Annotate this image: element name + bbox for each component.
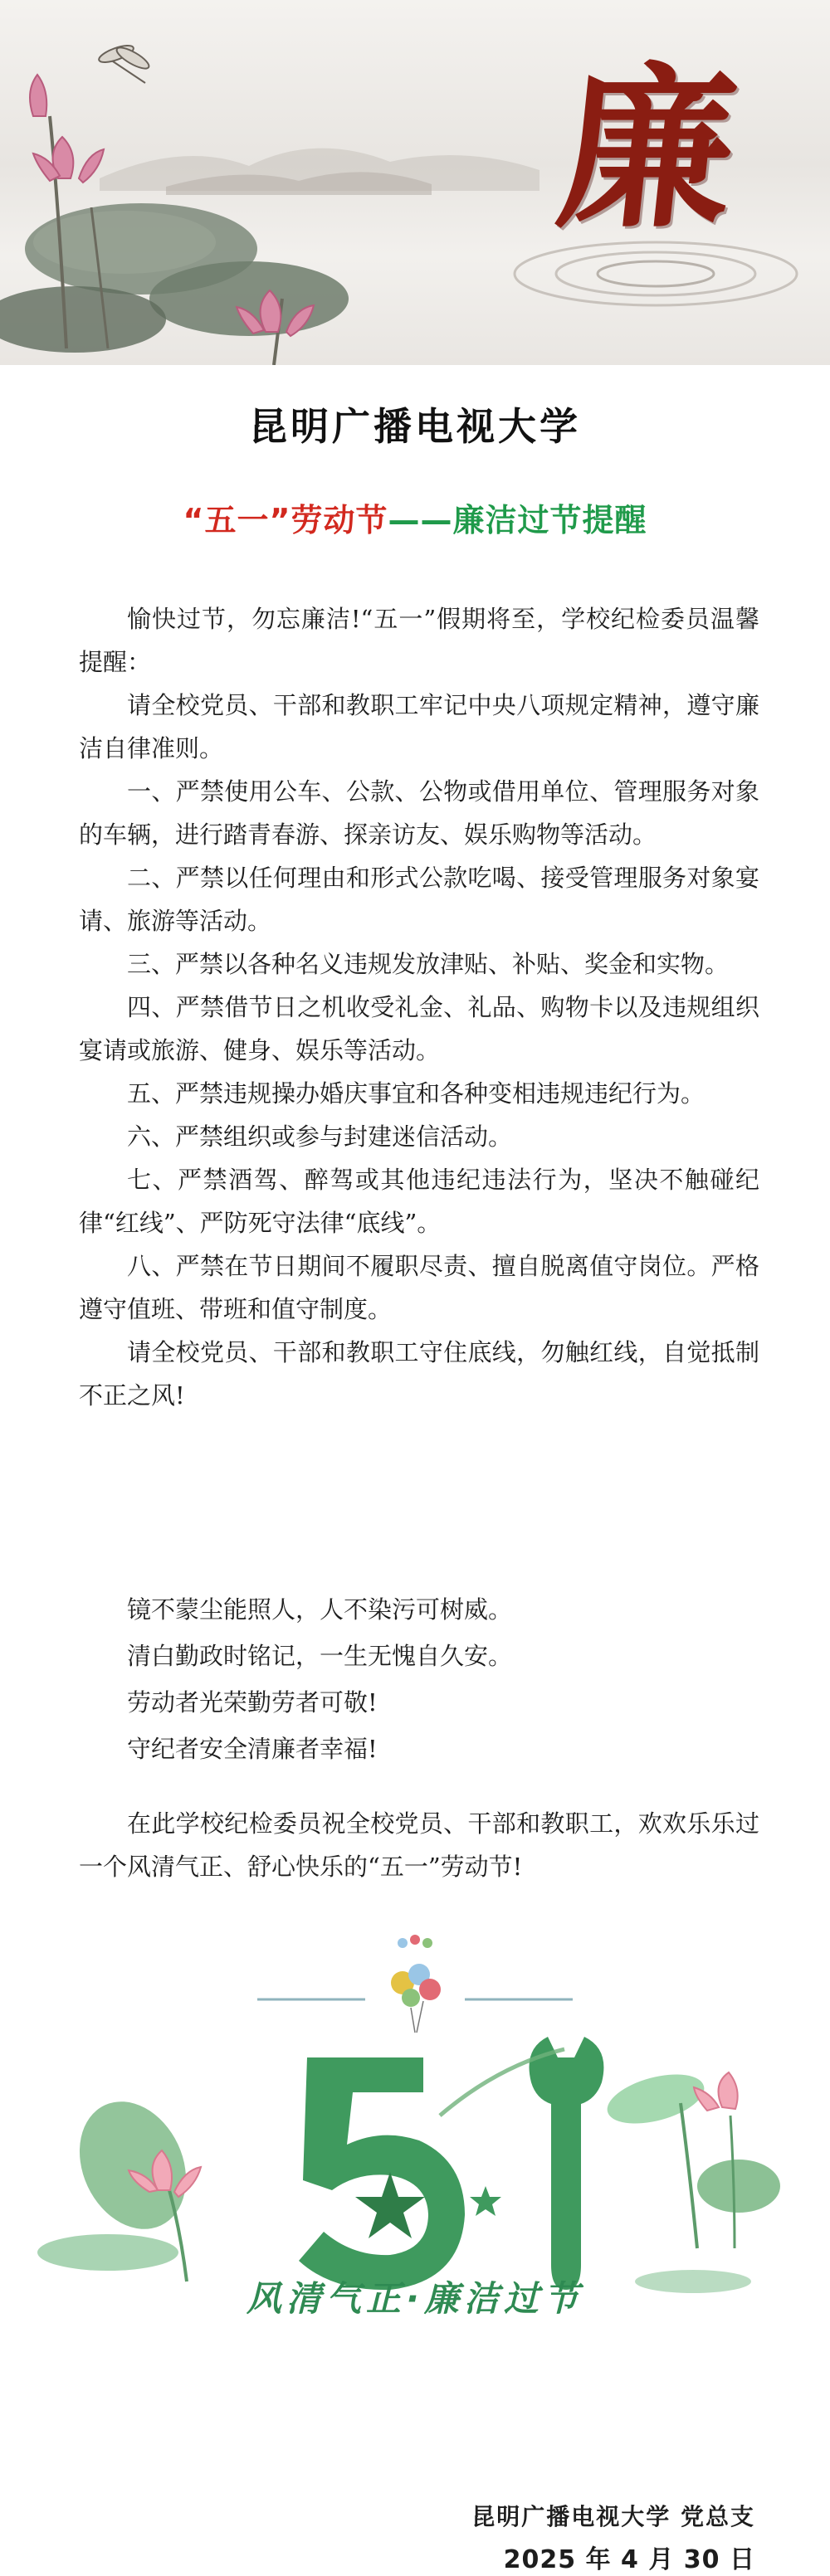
notice-body	[79, 597, 759, 1417]
balloons-icon	[391, 1935, 441, 2033]
paragraph: 六、严禁组织或参与封建迷信活动。	[127, 1122, 513, 1151]
paragraph: 八、严禁在节日期间不履职尽责、擅自脱离值守岗位。严格遵守值班、带班和值守制度。	[79, 1252, 759, 1323]
paragraph: 四、严禁借节日之机收受礼金、礼品、购物卡以及违规组织宴请或旅游、健身、娱乐等活动。	[79, 993, 759, 1064]
paragraph: 七、严禁酒驾、醉驾或其他违纪违法行为，坚决不触碰纪律“红线”、严防死守法律“底线”。	[79, 1166, 759, 1237]
subtitle-reminder: ——廉洁过节提醒	[388, 502, 647, 538]
closing-wish	[79, 1802, 759, 1888]
star-icon-small	[470, 2186, 501, 2216]
header-painting	[0, 0, 830, 365]
paragraph: 请全校党员、干部和教职工牢记中央八项规定精神，遵守廉洁自律准则。	[79, 691, 759, 762]
number-five-glyph	[299, 2057, 465, 2290]
wrench-icon	[530, 2037, 604, 2290]
poem-line: 守纪者安全清廉者幸福!	[127, 1735, 378, 1763]
paragraph: 一、严禁使用公车、公款、公物或借用单位、管理服务对象的车辆，进行踏青春游、探亲访友、娱乐购物等活动。	[79, 777, 759, 849]
slogan: 风清气正·廉洁过节	[247, 2278, 583, 2319]
paragraph: 二、严禁以任何理由和形式公款吃喝、接受管理服务对象宴请、旅游等活动。	[79, 864, 759, 935]
poem	[79, 1586, 759, 1772]
poem-line: 清白勤政时铭记，一生无愧自久安。	[127, 1642, 513, 1670]
paragraph: 三、严禁以各种名义违规发放津贴、补贴、奖金和实物。	[127, 950, 730, 978]
notice-subtitle	[0, 494, 830, 540]
closing-paragraph: 在此学校纪检委员祝全校党员、干部和教职工，欢欢乐乐过一个风清气正、舒心快乐的“五一”劳动节!	[79, 1809, 759, 1881]
poem-line: 镜不蒙尘能照人，人不染污可树威。	[127, 1595, 513, 1624]
signature-date: 2025 年 4 月 30 日	[503, 2545, 755, 2574]
poem-line: 劳动者光荣勤劳者可敬!	[127, 1688, 378, 1717]
lian-calligraphy: 廉	[549, 46, 746, 251]
subtitle-holiday: “五一”劳动节	[183, 502, 388, 538]
school-title: 昆明广播电视大学	[249, 404, 581, 449]
paragraph: 愉快过节，勿忘廉洁!“五一”假期将至，学校纪检委员温馨提醒：	[79, 605, 759, 676]
paragraph: 五、严禁违规操办婚庆事宜和各种变相违规违纪行为。	[127, 1079, 706, 1108]
lotus-flower-right	[694, 2072, 738, 2111]
paragraph: 请全校党员、干部和教职工守住底线，勿触红线，自觉抵制不正之风!	[79, 1338, 759, 1410]
signature-organization: 昆明广播电视大学 党总支	[471, 2503, 755, 2530]
